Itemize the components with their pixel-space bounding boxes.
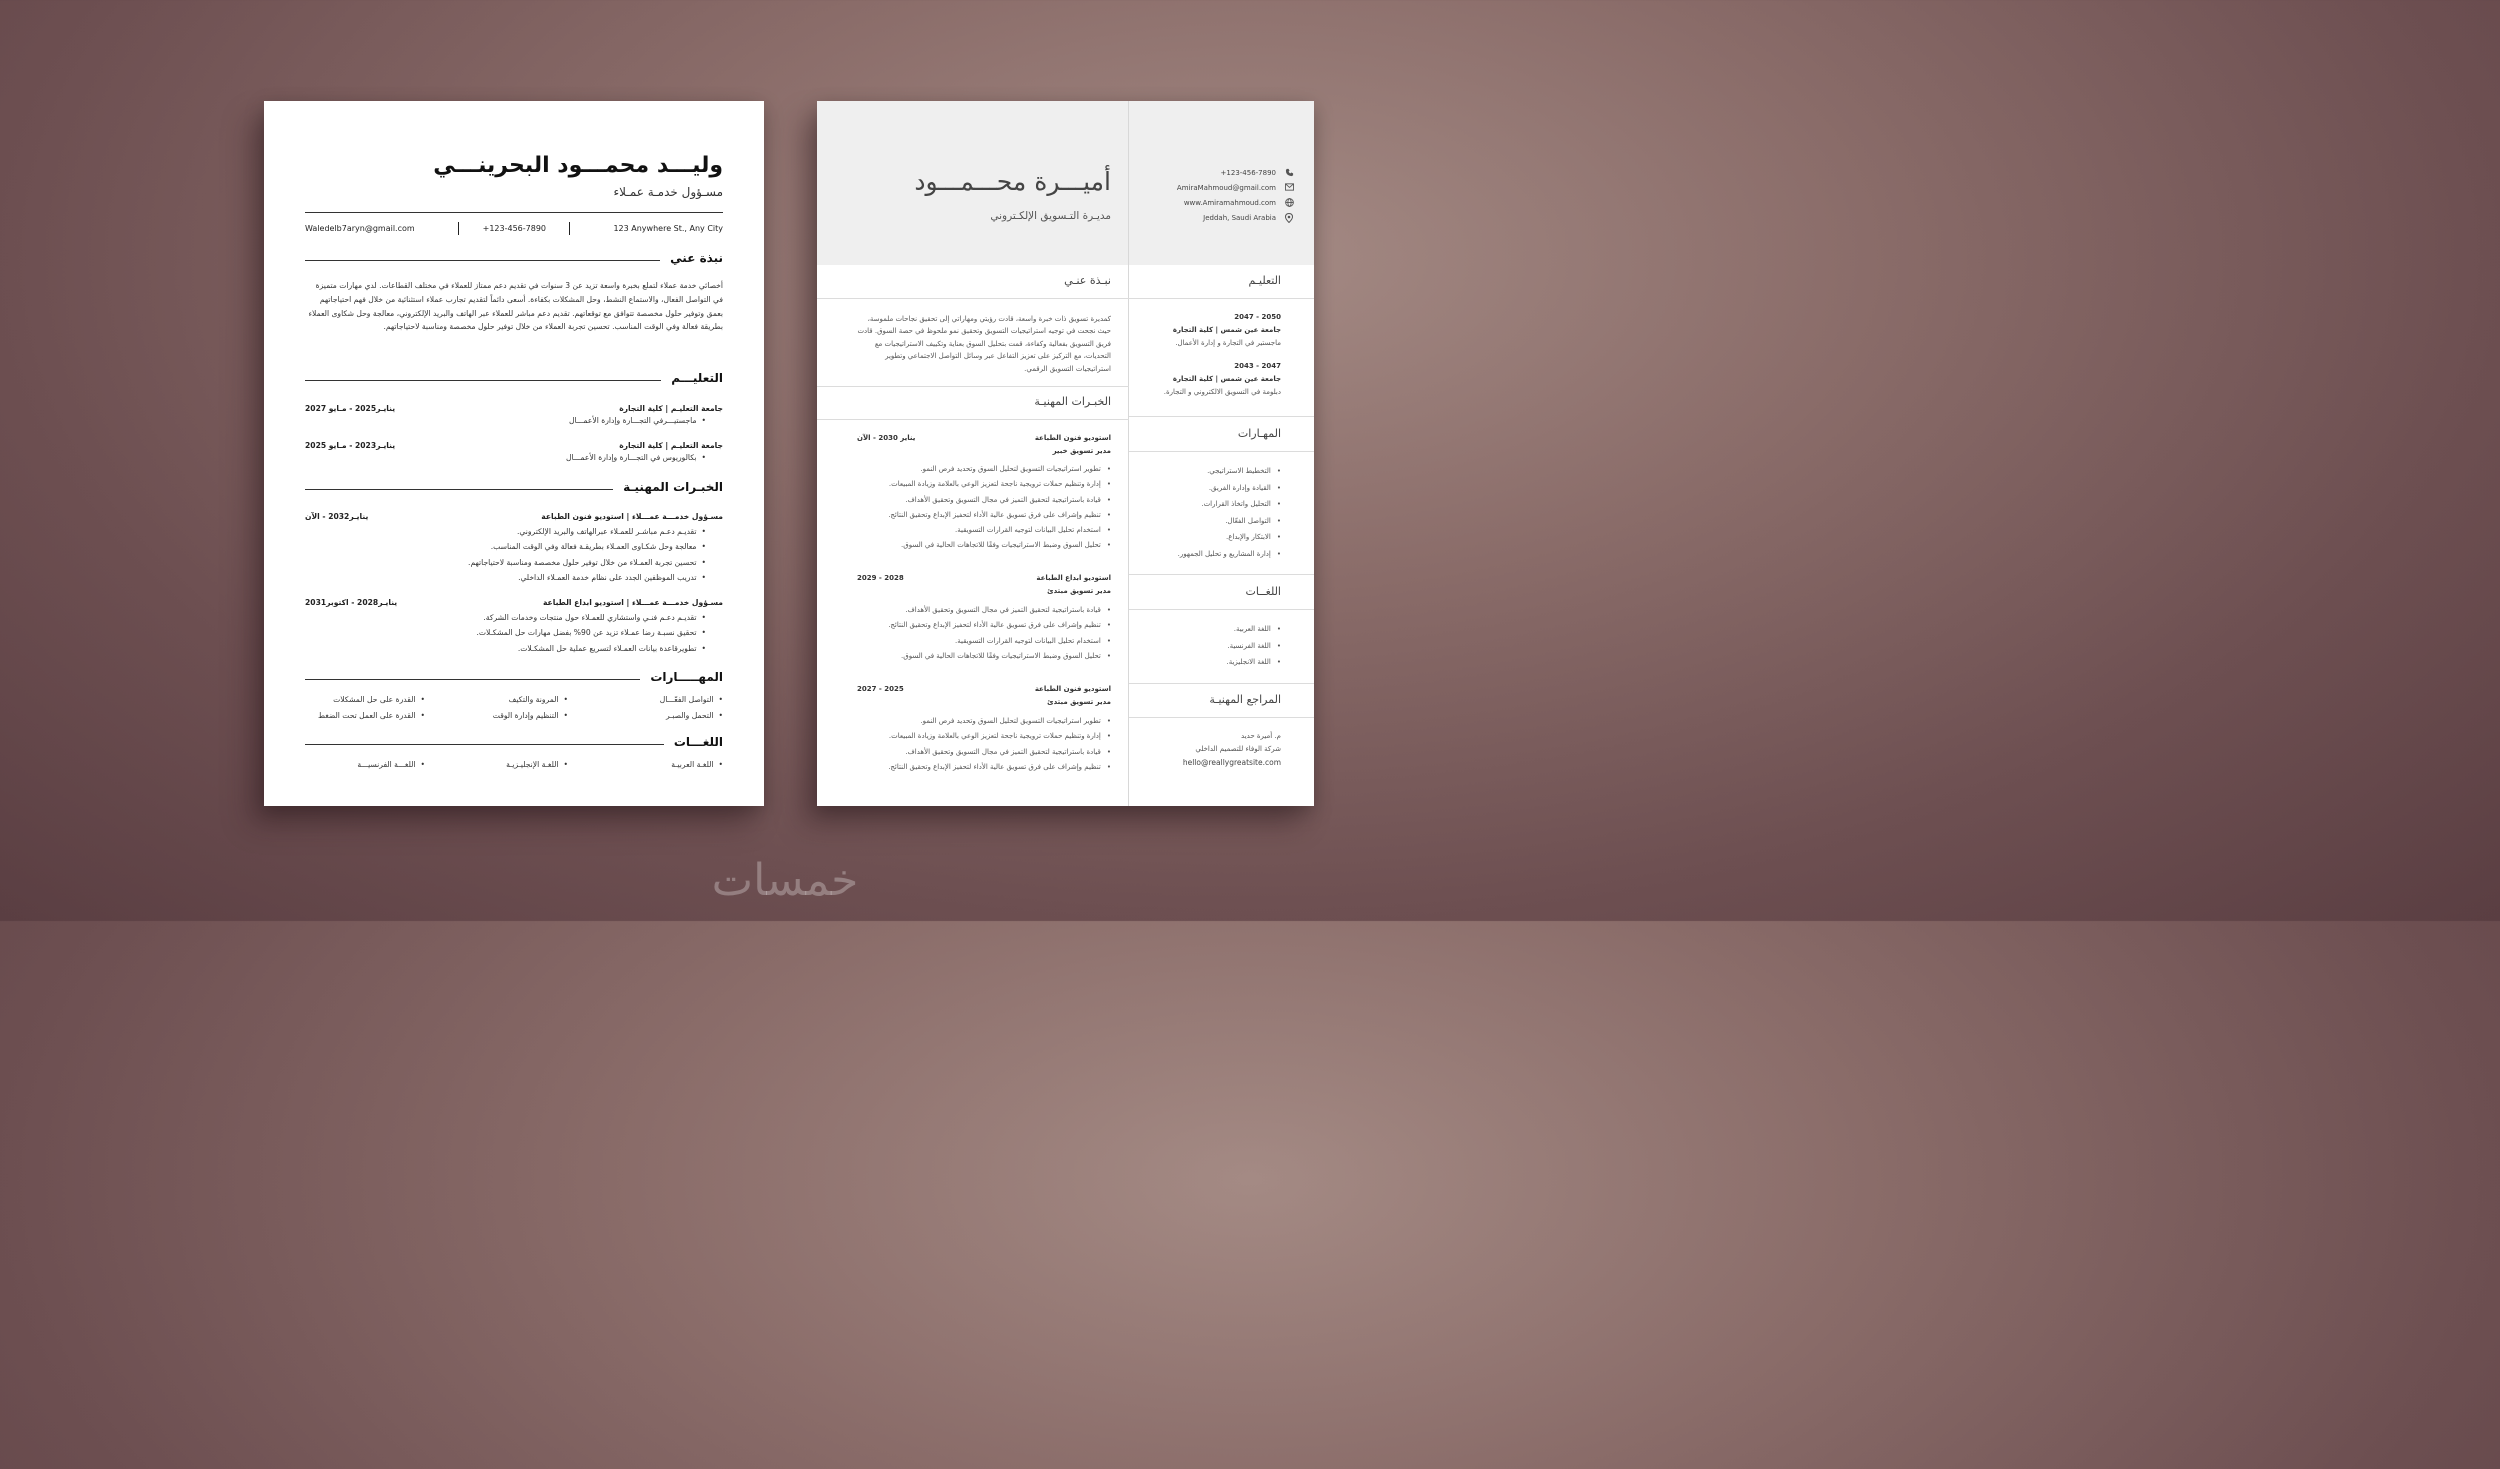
list-item: • تقديـم دعـم فنـي واستشاري للعمـلاء حول منتجات وخدمات الشركة. <box>476 610 706 625</box>
list-item: • القيادة وإدارة الفريق. <box>1178 480 1281 497</box>
resume-job-title: مسـؤول خدمـة عمـلاء <box>613 185 723 199</box>
education-desc: ماجستير في التجارة و إدارة الأعمال. <box>1175 339 1281 347</box>
list-item: • تقديـم دعـم مباشـر للعمـلاء عبرالهاتف والبريد الإلكتروني. <box>468 524 706 539</box>
experience-bullets <box>888 462 1111 554</box>
about-text: أخصائي خدمة عملاء لتملع بخبرة واسعة تزيد عن 3 سنوات في تقديم دعم ممتاز للعملاء في مختلف القطاعات. لدي مهارات متميزة في التواصل الفعال، والاستماع النشط، وحل المشكلات بكفاءة. أسعى دائماً لتقديم تجارب عملاء استثنائية من خلال فهم احتياجاتهم بعمق وتوفير حلول مخصصة تتوافق مع توقعاتهم. تقديم دعم مباشر للعملاء عبر الهاتف والبريد الإلكتروني، معالجة وحل شكاوى العملاء بطريقة فعالة وفي الوقت المناسب. تحسين تجربة العملاء من خلال توفير حلول مخصصة ومناسبة لاحتياجاتهم. <box>308 281 723 332</box>
list-item: • اللغة الفرنسية. <box>1226 638 1281 655</box>
experience-company: استوديو ابداع الطباعة <box>1036 574 1111 582</box>
list-item: • تطويرقاعدة بيانات العمـلاء لتسريع عملية حل المشكـلات. <box>476 641 706 656</box>
languages-heading: اللغــات <box>1245 585 1281 598</box>
education-title: جامعة عين شمس | كلية التجارة <box>1172 375 1281 383</box>
education-title: جامعة التعليـم | كلية التجارة <box>619 441 723 450</box>
education-title: جامعة التعليـم | كلية التجارة <box>619 404 723 413</box>
experience-date: 2025 - 2027 <box>857 685 904 693</box>
skills-heading: المهـارات <box>1237 427 1281 440</box>
list-item: • معالجة وحل شكـاوى العمـلاء بطريقـة فعالة وفي الوقت المناسب. <box>468 539 706 554</box>
language-item: • اللغـة العربيـة <box>671 760 723 769</box>
section-divider <box>1129 451 1314 452</box>
section-divider <box>817 298 1129 299</box>
about-heading: نبـذة عنـي <box>1064 274 1111 287</box>
watermark-logo: خمسات <box>711 855 859 906</box>
experience-bullets <box>476 610 706 656</box>
experience-role: مدير تسويق خبير <box>1052 447 1111 455</box>
languages-list <box>1226 621 1281 671</box>
language-item: • اللغـــة الفرنسيـــة <box>357 760 425 769</box>
experience-title: مسـؤول خدمـــة عمـــلاء | استوديو فنون الطباعة <box>541 512 723 521</box>
contact-email: AmiraMahmoud@gmail.com <box>1176 184 1276 192</box>
experience-role: مدير تسويق مبتدئ <box>1047 698 1111 706</box>
experience-bullets <box>468 524 706 586</box>
contact-website: www.Amiramahmoud.com <box>1183 199 1276 207</box>
languages-heading: اللغـــات <box>664 735 723 749</box>
about-heading: نبذة عني <box>660 251 723 265</box>
education-title: جامعة عين شمس | كلية التجارة <box>1172 326 1281 334</box>
section-divider <box>1129 683 1314 684</box>
list-item: • استخدام تحليل البيانات لتوجيه القرارات التسويقية. <box>888 523 1111 538</box>
section-divider <box>1129 717 1314 718</box>
list-item: • التواصل الفعّال. <box>1178 513 1281 530</box>
education-date: 2043 - 2047 <box>1234 362 1281 370</box>
section-divider <box>1129 298 1314 299</box>
resume-page-left <box>264 101 764 806</box>
reference-email: hello@reallygreatsite.com <box>1182 758 1281 767</box>
skill-item: • التحمل والصبـر <box>666 711 723 720</box>
list-item: • تدريب الموظفين الجدد على نظام خدمة العمـلاء الداخلي. <box>468 570 706 585</box>
education-date: ينايـر2023 - مـايو 2025 <box>305 441 396 450</box>
section-divider <box>817 419 1129 420</box>
list-item: • التخطيط الاستراتيجي. <box>1178 463 1281 480</box>
resume-page-right <box>817 101 1314 806</box>
experience-date: 2028 - 2029 <box>857 574 904 582</box>
resume-job-title: مديـرة التـسويق الإلكـتروني <box>990 210 1111 222</box>
contact-phone: +123-456-7890 <box>1220 169 1276 177</box>
contact-email: Waledelb7aryn@gmail.com <box>305 224 415 233</box>
list-item: • تحقيق نسبـة رضا عمـلاء تزيد عن 90% بفضل مهارات حل المشكـلات. <box>476 625 706 640</box>
list-item: • قيادة باستراتيجية لتحقيق التميز في مجال التسويق وتحقيق الأهداف. <box>888 493 1111 508</box>
section-divider <box>817 386 1129 387</box>
experience-heading: الخبـرات المهنيـة <box>613 480 723 494</box>
reference-company: شركة الوفاء للتصميم الداخلي <box>1195 745 1281 753</box>
contact-phone: +123-456-7890 <box>482 224 546 233</box>
experience-role: مدير تسويق مبتدئ <box>1047 587 1111 595</box>
experience-bullets <box>888 603 1111 664</box>
education-heading: التعليـم <box>1248 274 1281 287</box>
list-item: • الابتكار والإبداع. <box>1178 529 1281 546</box>
skill-item: • المرونة والتكيف <box>509 695 568 704</box>
experience-company: استوديو فنون الطباعة <box>1034 434 1111 442</box>
contact-separator <box>569 222 570 235</box>
experience-heading: الخبـرات المهنيـة <box>1034 395 1111 408</box>
experience-date: ينايـر2028 - اكتوبر2031 <box>305 598 398 607</box>
about-section-header <box>305 251 723 267</box>
experience-date: ينايـر2032 - الآن <box>305 512 369 521</box>
experience-title: مسـؤول خدمـــة عمـــلاء | استوديو ابداع الطباعة <box>542 598 723 607</box>
list-item: • تحليل السوق وضبط الاستراتيجيات وفقًا للاتجاهات الحالية في السوق. <box>888 538 1111 553</box>
list-item: • تحسين تجربة العمـلاء من خلال توفير حلول مخصصة ومناسبة لاحتياجاتهم. <box>468 555 706 570</box>
resume-name: وليـــد محمـــود البحرينـــي <box>433 153 723 178</box>
list-item: • ماجستيـــرفي التجـــارة وإدارة الأعمـــال <box>569 413 706 428</box>
list-item: • التحليل واتخاذ القرارات. <box>1178 496 1281 513</box>
resume-name: أميـــرة محـــمـــود <box>914 167 1111 196</box>
skill-item: • القدرة على حل المشكلات <box>333 695 425 704</box>
education-date: 2047 - 2050 <box>1234 313 1281 321</box>
list-item: • تنظيم وإشراف على فرق تسويق عالية الأداء لتحفيز الإبداع وتحقيق النتائج. <box>888 508 1111 523</box>
section-divider <box>1129 574 1314 575</box>
list-item: • تطوير استراتيجيات التسويق لتحليل السوق وتحديد فرص النمو. <box>888 714 1111 729</box>
list-item: • إدارة وتنظيم حملات ترويجية ناجحة لتعزيز الوعي بالعلامة وزيادة المبيعات. <box>888 477 1111 492</box>
experience-section-header <box>305 480 723 496</box>
list-item: • تنظيم وإشراف على فرق تسويق عالية الأداء لتحفيز الإبداع وتحقيق النتائج. <box>888 618 1111 633</box>
phone-icon <box>1284 168 1294 178</box>
email-icon <box>1284 183 1294 193</box>
education-heading: التعليـــم <box>661 371 723 385</box>
education-bullets <box>569 413 706 428</box>
globe-icon <box>1284 198 1294 208</box>
skill-item: • التنظيم وإدارة الوقت <box>493 711 568 720</box>
skills-list <box>1178 463 1281 562</box>
list-item: • استخدام تحليل البيانات لتوجيه القرارات التسويقية. <box>888 634 1111 649</box>
skills-section-header <box>305 670 723 686</box>
column-divider <box>1128 101 1129 806</box>
location-pin-icon <box>1284 213 1294 223</box>
contact-separator <box>458 222 459 235</box>
list-item: • تنظيم وإشراف على فرق تسويق عالية الأداء لتحفيز الإبداع وتحقيق النتائج. <box>888 760 1111 775</box>
section-divider <box>1129 609 1314 610</box>
skill-item: • القدرة على العمل تحت الضغط <box>318 711 425 720</box>
education-bullets <box>566 450 706 465</box>
experience-date: يناير 2030 - الآن <box>857 434 916 442</box>
list-item: • تحليل السوق وضبط الاستراتيجيات وفقًا للاتجاهات الحالية في السوق. <box>888 649 1111 664</box>
language-item: • اللغـة الإنجليـزيـة <box>506 760 568 769</box>
contact-address: 123 Anywhere St., Any City <box>613 224 723 233</box>
references-heading: المراجع المهنيـة <box>1209 693 1281 706</box>
list-item: • اللغة العربية. <box>1226 621 1281 638</box>
skill-item: • التواصل الفعّـــال <box>660 695 723 704</box>
about-text: كمديرة تسويق ذات خبرة واسعة، قادت رؤيتي ومهاراتي إلى تحقيق نجاحات ملموسة، حيث نجحت في توجيه استراتيجيات التسويق وتحقيق نمو ملحوظ في حصة السوق. قادت فريق التسويق بفعالية وكفاءة، قمت بتحليل السوق بعناية وتكييف الاستراتيجيات مع التحديات، مع التركيز على تعزيز التفاعل عبر وسائل التواصل الاجتماعي وتطوير استراتيجيات التسويق الرقمي. <box>857 315 1111 373</box>
reference-name: م. أميرة حديد <box>1241 732 1281 740</box>
experience-company: استوديو فنون الطباعة <box>1034 685 1111 693</box>
languages-section-header <box>305 735 723 751</box>
education-section-header <box>305 371 723 387</box>
list-item: • بكالوريوس في التجـــارة وإدارة الأعمـــال <box>566 450 706 465</box>
education-date: ينايـر2025 - مـايو 2027 <box>305 404 396 413</box>
contact-location: Jeddah, Saudi Arabia <box>1203 214 1276 222</box>
list-item: • تطوير استراتيجيات التسويق لتحليل السوق وتحديد فرص النمو. <box>888 462 1111 477</box>
education-desc: دبلومة في التسويق الالكتروني و التجارة. <box>1163 388 1281 396</box>
experience-bullets <box>888 714 1111 775</box>
skills-heading: المهـــــارات <box>640 670 723 684</box>
list-item: • إدارة وتنظيم حملات ترويجية ناجحة لتعزيز الوعي بالعلامة وزيادة المبيعات. <box>888 729 1111 744</box>
list-item: • اللغة الانجليزية. <box>1226 654 1281 671</box>
list-item: • إدارة المشاريع و تحليل الجمهور. <box>1178 546 1281 563</box>
list-item: • قيادة باستراتيجية لتحقيق التميز في مجال التسويق وتحقيق الأهداف. <box>888 603 1111 618</box>
header-divider <box>305 212 723 213</box>
list-item: • قيادة باستراتيجية لتحقيق التميز في مجال التسويق وتحقيق الأهداف. <box>888 745 1111 760</box>
section-divider <box>1129 416 1314 417</box>
